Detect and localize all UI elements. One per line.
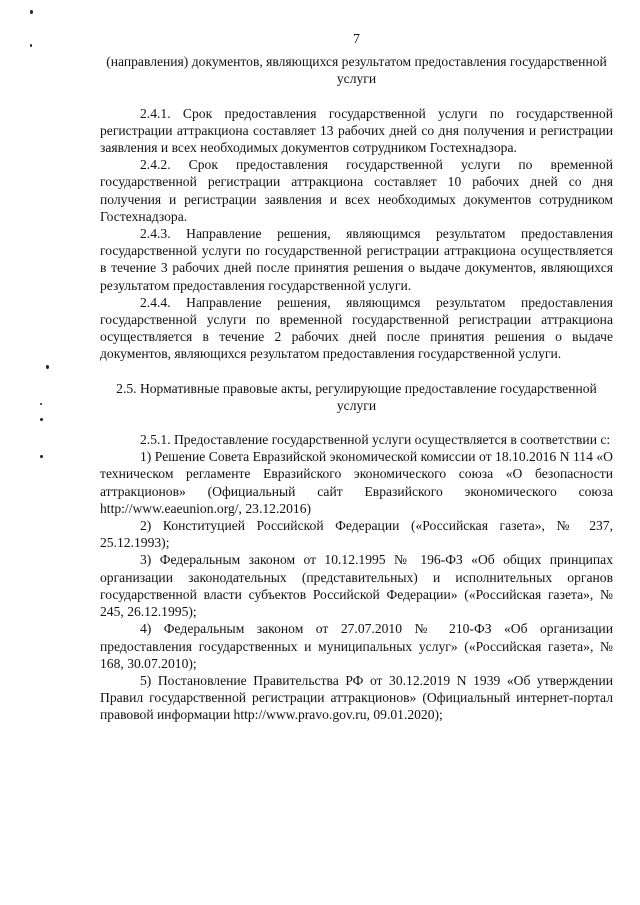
scan-speck (40, 455, 43, 458)
paragraph-2-4-4: 2.4.4. Направление решения, являющимся результатом предоставления государственной услуги по временной государственной регистрации аттракциона осуществляется в течение 2 рабочих дней после принятия решения о выдаче документов, являющихся результатом предоставления государственной услуги. (100, 294, 613, 362)
legal-act-item-4: 4) Федеральным законом от 27.07.2010 № 210-ФЗ «Об организации предоставления государственных и муниципальных услуг» («Российская газета», № 168, 30.07.2010); (100, 621, 613, 671)
legal-act-item-5: 5) Постановление Правительства РФ от 30.12.2019 N 1939 «Об утверждении Правил государственной регистрации аттракционов» (Официальный интернет-портал правовой информации http://www.pravo.gov.ru, 09.01.2020); (100, 672, 613, 723)
document-page (100, 30, 613, 724)
paragraph-2-4-3: 2.4.3. Направление решения, являющимся результатом предоставления государственной услуги по государственной регистрации аттракциона осуществляется в течение 3 рабочих дней после принятия решения о выдаче документов, являющихся результатом предоставления государственной услуги. (100, 226, 613, 293)
paragraph-2-4-2: 2.4.2. Срок предоставления государственной услуги по временной государственной регистрации аттракциона составляет 10 рабочих дней со дня получения и регистрации заявления и всех необходимых документов сотрудником Гостехнадзора. (100, 157, 613, 224)
scan-speck (46, 365, 49, 369)
legal-act-item-3: 3) Федеральным законом от 10.12.1995 № 196-ФЗ «Об общих принципах организации законодательных (представительных) и исполнительных органов государственной власти субъектов Российской Федерации» («Российская газета», № 245, 26.12.1995); (100, 552, 613, 620)
section-heading-2-5: 2.5. Нормативные правовые акты, регулирующие предоставление государственной услуги (116, 380, 597, 413)
scan-speck (40, 418, 43, 421)
paragraph-2-5-1: 2.5.1. Предоставление государственной услуги осуществляется в соответствии с: (140, 432, 611, 448)
paragraph-2-4-1: 2.4.1. Срок предоставления государственной услуги по государственной регистрации аттракциона составляет 13 рабочих дней со дня получения и регистрации заявления и всех необходимых документов сотрудником Гостехнадзора. (100, 105, 613, 156)
section-heading-2-4-tail: (направления) документов, являющихся результатом предоставления государственной услуги (106, 54, 607, 87)
legal-act-item-2: 2) Конституцией Российской Федерации («Российская газета», № 237, 25.12.1993); (100, 518, 613, 551)
scan-speck (30, 44, 32, 47)
scan-speck (40, 403, 42, 405)
page-number: 7 (353, 31, 360, 46)
scan-speck (30, 10, 33, 14)
legal-act-item-1: 1) Решение Совета Евразийской экономической комиссии от 18.10.2016 N 114 «О техническом регламенте Евразийского экономического союза «О безопасности аттракционов» (Официальный сайт Евразийского экономического союза http://www.eaeunion.org/, 23.12.2016) (100, 449, 613, 516)
